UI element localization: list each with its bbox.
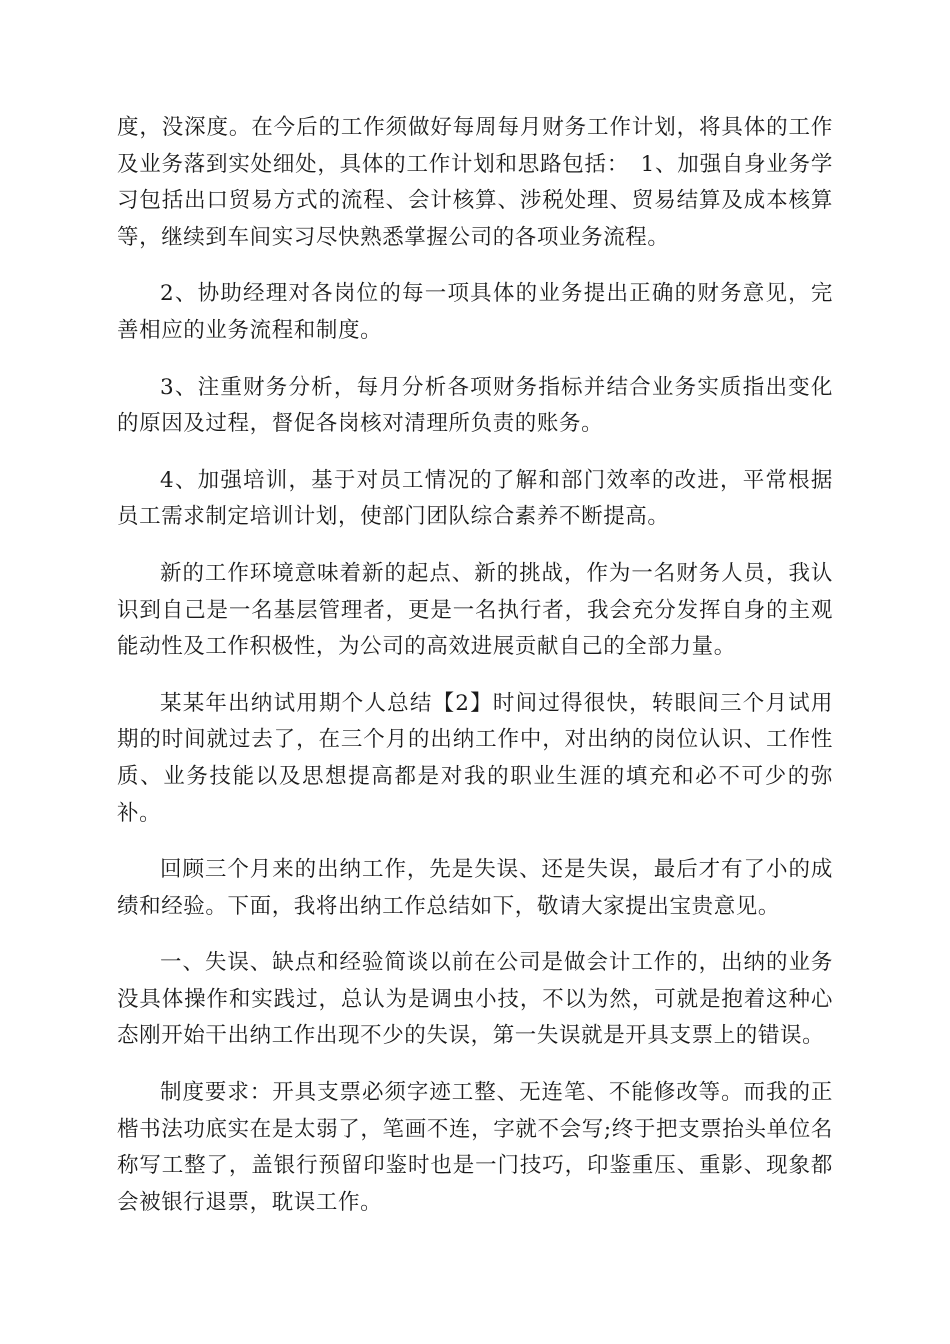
paragraph-2: 2、协助经理对各岗位的每一项具体的业务提出正确的财务意见，完善相应的业务流程和制度。 — [117, 281, 833, 343]
paragraph-6: 某某年出纳试用期个人总结【2】时间过得很快，转眼间三个月试用期的时间就过去了，在三个月的出纳工作中，对出纳的岗位认识、工作性质、业务技能以及思想提高都是对我的职业生涯的填充和必不可少的弥补。 — [117, 690, 833, 826]
paragraph-8: 一、失误、缺点和经验简谈以前在公司是做会计工作的，出纳的业务没具体操作和实践过，总认为是调虫小技，不以为然，可就是抱着这种心态刚开始干出纳工作出现不少的失误，第一失误就是开具支票上的错误。 — [117, 950, 833, 1049]
paragraph-9: 制度要求：开具支票必须字迹工整、无连笔、不能修改等。而我的正楷书法功底实在是太弱了，笔画不连，字就不会写;终于把支票抬头单位名称写工整了，盖银行预留印鉴时也是一门技巧，印鉴重压、重影、现象都会被银行退票，耽误工作。 — [117, 1080, 833, 1215]
paragraph-3: 3、注重财务分析，每月分析各项财务指标并结合业务实质指出变化的原因及过程，督促各岗核对清理所负责的账务。 — [117, 374, 833, 437]
paragraph-1: 度，没深度。在今后的工作须做好每周每月财务工作计划，将具体的工作及业务落到实处细处，具体的工作计划和思路包括： 1、加强自身业务学习包括出口贸易方式的流程、会计核算、涉税处理、贸易结算及成本核算等，继续到车间实习尽快熟悉掌握公司的各项业务流程。 — [117, 115, 833, 250]
paragraph-4: 4、加强培训，基于对员工情况的了解和部门效率的改进，平常根据员工需求制定培训计划，使部门团队综合素养不断提高。 — [117, 467, 833, 530]
paragraph-7: 回顾三个月来的出纳工作，先是失误、还是失误，最后才有了小的成绩和经验。下面，我将出纳工作总结如下，敬请大家提出宝贵意见。 — [117, 857, 833, 919]
document-page — [117, 110, 833, 1241]
paragraph-5: 新的工作环境意味着新的起点、新的挑战，作为一名财务人员，我认识到自己是一名基层管理者，更是一名执行者，我会充分发挥自身的主观能动性及工作积极性，为公司的高效进展贡献自己的全部力量。 — [117, 560, 833, 660]
